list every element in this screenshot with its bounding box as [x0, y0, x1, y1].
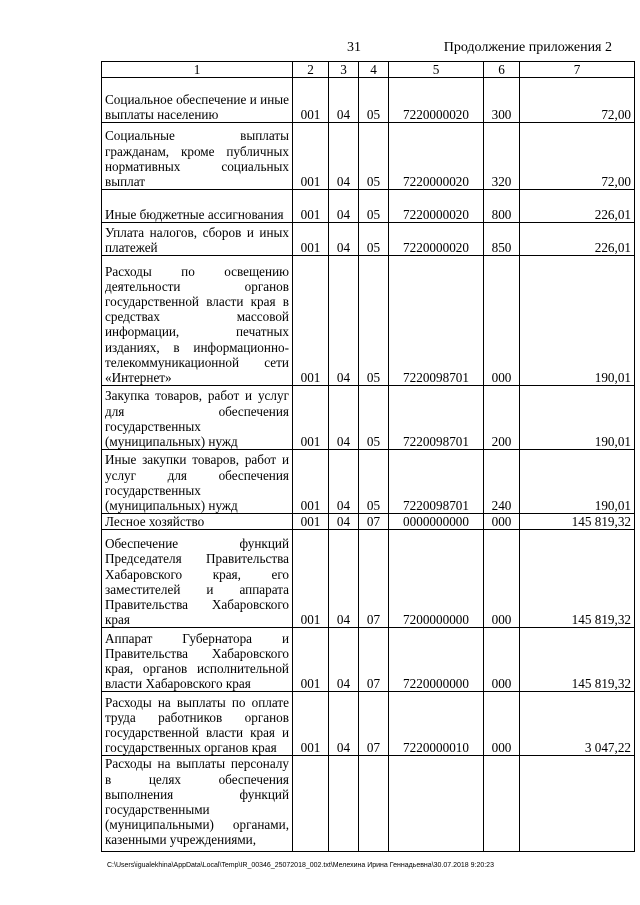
- cell-col4: 05: [359, 190, 389, 223]
- table-row: [102, 223, 635, 256]
- cell-amount: 226,01: [520, 190, 635, 223]
- column-header: 4: [359, 62, 389, 78]
- cell-col6: 000: [484, 692, 520, 756]
- cell-col6: 200: [484, 386, 520, 450]
- row-name: Иные бюджетные ассигнования: [102, 190, 293, 223]
- row-name: Социальное обеспечение и иные выплаты населению: [102, 78, 293, 123]
- cell-col6: 000: [484, 514, 520, 530]
- table-row: [102, 386, 635, 450]
- cell-col5: 7220098701: [389, 450, 484, 514]
- table-row: [102, 628, 635, 692]
- cell-col5: 7220098701: [389, 256, 484, 386]
- cell-col3: 04: [329, 628, 359, 692]
- row-name: Уплата налогов, сборов и иных платежей: [102, 223, 293, 256]
- cell-col4: 07: [359, 530, 389, 628]
- table-row: [102, 450, 635, 514]
- table-row: [102, 190, 635, 223]
- cell-col2: 001: [293, 123, 329, 190]
- cell-col2: 001: [293, 190, 329, 223]
- cell-col5: 7220000020: [389, 123, 484, 190]
- column-header: 1: [102, 62, 293, 78]
- table-row: [102, 530, 635, 628]
- cell-col4: 05: [359, 123, 389, 190]
- column-header: 2: [293, 62, 329, 78]
- cell-amount: 145 819,32: [520, 628, 635, 692]
- table-row: [102, 756, 635, 852]
- cell-col6: 240: [484, 450, 520, 514]
- cell-col4: 05: [359, 256, 389, 386]
- cell-col5: 7220000020: [389, 190, 484, 223]
- cell-col4: [359, 756, 389, 852]
- row-name: Расходы на выплаты персоналу в целях обеспечения выполнения функций государственными (муниципальными) органами, казенными учреждениями,: [102, 756, 293, 852]
- row-name: Аппарат Губернатора и Правительства Хабаровского края, органов исполнительной власти Хабаровского края: [102, 628, 293, 692]
- cell-col3: 04: [329, 530, 359, 628]
- cell-col3: 04: [329, 256, 359, 386]
- cell-col3: 04: [329, 386, 359, 450]
- column-header: 6: [484, 62, 520, 78]
- cell-amount: 3 047,22: [520, 692, 635, 756]
- cell-col6: 800: [484, 190, 520, 223]
- cell-col3: 04: [329, 123, 359, 190]
- cell-col6: 000: [484, 530, 520, 628]
- cell-col6: 850: [484, 223, 520, 256]
- cell-col4: 05: [359, 386, 389, 450]
- cell-col2: 001: [293, 450, 329, 514]
- cell-amount: 226,01: [520, 223, 635, 256]
- cell-amount: 145 819,32: [520, 530, 635, 628]
- table-row: [102, 123, 635, 190]
- cell-col6: 000: [484, 256, 520, 386]
- row-name: Закупка товаров, работ и услуг для обеспечения государственных (муниципальных) нужд: [102, 386, 293, 450]
- cell-amount: 145 819,32: [520, 514, 635, 530]
- column-header: 5: [389, 62, 484, 78]
- row-name: Расходы на выплаты по оплате труда работников органов государственной власти края и государственных органов края: [102, 692, 293, 756]
- cell-col5: 7220000020: [389, 78, 484, 123]
- cell-amount: 190,01: [520, 256, 635, 386]
- cell-col4: 07: [359, 628, 389, 692]
- cell-col4: 05: [359, 78, 389, 123]
- cell-amount: 190,01: [520, 386, 635, 450]
- cell-col5: 7220000010: [389, 692, 484, 756]
- cell-col5: 0000000000: [389, 514, 484, 530]
- table-row: [102, 256, 635, 386]
- cell-col3: [329, 756, 359, 852]
- cell-amount: 72,00: [520, 78, 635, 123]
- cell-amount: 190,01: [520, 450, 635, 514]
- cell-col2: 001: [293, 223, 329, 256]
- cell-amount: 72,00: [520, 123, 635, 190]
- row-name: Социальные выплаты гражданам, кроме публичных нормативных социальных выплат: [102, 123, 293, 190]
- cell-col4: 07: [359, 514, 389, 530]
- table-row: [102, 78, 635, 123]
- cell-col3: 04: [329, 190, 359, 223]
- cell-col2: 001: [293, 514, 329, 530]
- table-row: [102, 692, 635, 756]
- cell-col3: 04: [329, 514, 359, 530]
- cell-col5: [389, 756, 484, 852]
- row-name: Лесное хозяйство: [102, 514, 293, 530]
- cell-col2: 001: [293, 692, 329, 756]
- cell-col6: 320: [484, 123, 520, 190]
- row-name: Иные закупки товаров, работ и услуг для обеспечения государственных (муниципальных) нужд: [102, 450, 293, 514]
- cell-col4: 05: [359, 450, 389, 514]
- budget-table: [101, 61, 635, 852]
- cell-amount: [520, 756, 635, 852]
- cell-col3: 04: [329, 223, 359, 256]
- cell-col6: [484, 756, 520, 852]
- cell-col2: [293, 756, 329, 852]
- cell-col4: 07: [359, 692, 389, 756]
- footer-path: C:\Users\igualekhina\AppData\Local\Temp\IR_00346_25072018_002.txt\Мелехина Ирина Геннадьевна\30.07.2018 9:20:23: [107, 862, 494, 869]
- cell-col2: 001: [293, 386, 329, 450]
- cell-col3: 04: [329, 450, 359, 514]
- cell-col6: 000: [484, 628, 520, 692]
- cell-col5: 7220000000: [389, 628, 484, 692]
- cell-col5: 7220098701: [389, 386, 484, 450]
- cell-col3: 04: [329, 78, 359, 123]
- cell-col2: 001: [293, 256, 329, 386]
- cell-col2: 001: [293, 530, 329, 628]
- cell-col5: 7200000000: [389, 530, 484, 628]
- column-header: 7: [520, 62, 635, 78]
- cell-col2: 001: [293, 628, 329, 692]
- row-name: Обеспечение функций Председателя Правительства Хабаровского края, его заместителей и аппарата Правительства Хабаровского края: [102, 530, 293, 628]
- row-name: Расходы по освещению деятельности органов государственной власти края в средствах массовой информации, печатных изданиях, в информационно-телекоммуникационной сети «Интернет»: [102, 256, 293, 386]
- page-number: 31: [347, 40, 361, 55]
- cell-col4: 05: [359, 223, 389, 256]
- continuation-note: Продолжение приложения 2: [443, 40, 612, 55]
- cell-col3: 04: [329, 692, 359, 756]
- table-header-row: [102, 62, 635, 78]
- cell-col5: 7220000020: [389, 223, 484, 256]
- cell-col2: 001: [293, 78, 329, 123]
- cell-col6: 300: [484, 78, 520, 123]
- table-row: [102, 514, 635, 530]
- column-header: 3: [329, 62, 359, 78]
